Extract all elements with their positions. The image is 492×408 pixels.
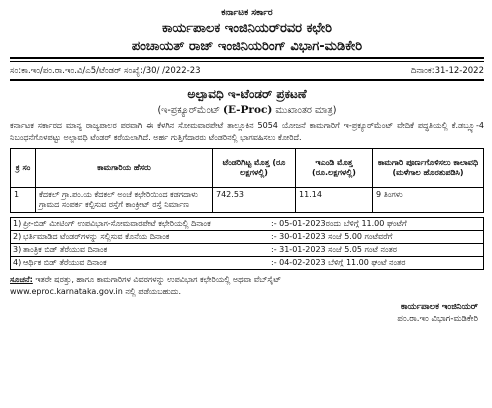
- department-heading: ಪಂಚಾಯತ್ ರಾಜ್ ಇಂಜಿನಿಯರಿಂಗ್ ವಿಭಾಗ-ಮಡಿಕೇರಿ: [131, 39, 363, 54]
- government-heading: ಕರ್ನಾಟಕ ಸರ್ಕಾರ: [221, 8, 273, 18]
- notice-note: [10, 274, 484, 298]
- cell-tender-amount: 742.53: [213, 188, 296, 213]
- schedule-value: :- 04-02-2023 ಬೆಳಿಗ್ಗೆ 11.00 ಘಂಟೆ ನಂತರ: [271, 258, 406, 267]
- header-tender-amount: ಟೆಂಡರಿಗಿಟ್ಟ ಮೊತ್ತ (ರೂ ಲಕ್ಷಗಳಲ್ಲಿ): [213, 149, 296, 188]
- reference-date: ದಿನಾಂಕ:31-12-2022: [410, 66, 484, 76]
- schedule-label: ಆರ್ಥಿಕ ಬಿಡ್ ತೆರೆಯುವ ದಿನಾಂಕ: [23, 258, 107, 267]
- header-period: ಕಾಮಗಾರಿ ಪೂರ್ಣಗೊಳಿಸಲು ಕಾಲಾವಧಿ (ಮಳೆಗಾಲ ಹೊರತುಪಡಿಸಿ): [373, 149, 484, 188]
- schedule-value: :- 30-01-2023 ಸಂಜೆ 5.00 ಗಂಟೆವರೆಗೆ: [271, 232, 393, 241]
- header-work-name: ಕಾಮಗಾರಿಯ ಹೆಸರು: [36, 149, 213, 188]
- cell-sl: 1: [11, 188, 36, 213]
- notice-subtitle: [10, 104, 484, 116]
- reference-row: [10, 66, 484, 76]
- header-sl: ಕ್ರ ಸಂ: [11, 149, 36, 188]
- works-table: [10, 148, 484, 213]
- schedule-row: [11, 244, 483, 257]
- signature-block: [10, 301, 484, 325]
- schedule-value: :- 31-01-2023 ಸಂಜೆ 5.05 ಗಂಟೆ ನಂತರ: [271, 245, 397, 254]
- reference-number: ಸಂ:ಕಾ.ಇಂ/ಪಂ.ರಾ.ಇಂ.ವಿ/ಎ5/ಟೆಂಡರ್ ಸಂಖ್ಯೆ:/30/ /2022-23: [10, 66, 201, 76]
- signature-office: ಪಂ.ರಾ.ಇಂ ವಿಭಾಗ-ಮಡಿಕೇರಿ: [397, 314, 478, 324]
- office-heading: ಕಾರ್ಯಪಾಲಕ ಇಂಜಿನಿಯರ್‌ರವರ ಕಛೇರಿ: [161, 21, 333, 36]
- schedule-label: ಪ್ರೀ-ಬಿಡ್ ಮೀಟಿಂಗ್ ಉಪವಿಭಾಗ-ಸೋಮವಾರಪೇಟೆ ಕಛೇರಿಯಲ್ಲಿ ದಿನಾಂಕ: [23, 219, 211, 228]
- schedule-num: 4): [13, 258, 22, 267]
- header-divider-thin: [10, 61, 484, 62]
- header-divider: [10, 57, 484, 59]
- cell-period: 9 ತಿಂಗಳು: [373, 188, 484, 213]
- schedule-box: [10, 217, 484, 270]
- subtitle-prefix: (ಇ-ಪ್ರಕ್ಯೂರ್‌ಮೆಂಟ್: [157, 105, 220, 116]
- notice-title: ಅಲ್ಪಾವಧಿ ಇ-ಟೆಂಡರ್ ಪ್ರಕಟಣೆ: [187, 87, 307, 101]
- schedule-row: [11, 257, 483, 269]
- header-emd: ಇಎಂಡಿ ಮೊತ್ತ (ರೂ.ಲಕ್ಷಗಳಲ್ಲಿ): [296, 149, 373, 188]
- cell-emd: 11.14: [296, 188, 373, 213]
- schedule-row: [11, 218, 483, 231]
- schedule-row: [11, 231, 483, 244]
- table-row: [11, 188, 484, 213]
- subtitle-suffix: ಮುಖಾಂತರ ಮಾತ್ರ): [275, 105, 337, 116]
- notice-intro: ಕರ್ನಾಟಕ ಸರ್ಕಾರದ ಮಾನ್ಯ ರಾಜ್ಯಪಾಲರ ಪರವಾಗಿ ಈ ಕೆಳಗಿನ ಸೋಮವಾರಪೇಟೆ ತಾಲ್ಲೂಕಿನ 5054 ಯೋಜನೆ ಕಾಮಗಾರಿಗೆ ಇ-ಪ್ರಕ್ಯೂರ್‌ಮೆಂಟ್ ವೇದಿಕೆ ಪದ್ಧತಿಯಲ್ಲಿ ಕೆ.ಡಬ್ಲ್ಯೂ-4 ನಿಬಂಧನೆಗೊಳಪಟ್ಟು ಅಲ್ಪಾವಧಿ ಟೆಂಡರ್ ಕರೆಯಲಾಗಿದೆ. ಅರ್ಹ ಗುತ್ತಿಗೆದಾರರು ಟೆಂಡರಿನಲ್ಲಿ ಭಾಗವಹಿಸಲು ಕೋರಿದೆ.: [10, 121, 484, 142]
- note-label: ಸೂಚನೆ:: [10, 275, 33, 284]
- note-website: www.eproc.karnataka.gov.in ನಲ್ಲಿ ಪಡೆಯಬಹುದು.: [10, 287, 181, 296]
- schedule-label: ತಾಂತ್ರಿಕ ಬಿಡ್ ತೆರೆಯುವ ದಿನಾಂಕ: [23, 245, 108, 254]
- reference-divider: [10, 79, 484, 81]
- works-table-header: [11, 149, 484, 188]
- note-text: ಇತರೇ ಷರತ್ತು, ಹಾಗೂ ಕಾಮಗಾರಿಗಳ ವಿವರಗಳನ್ನು ಉಪವಿಭಾಗ ಕಛೇರಿಯಲ್ಲಿ ಅಥವಾ ವೆಬ್‌ಸೈಟ್: [35, 275, 282, 284]
- schedule-num: 2): [13, 232, 22, 241]
- cell-work-name: ಕೆದಕಲ್ ಗ್ರಾ.ಪಂ.ಯ ಕೆದಕಲ್ ಅಂಚೆ ಕಛೇರಿಯಿಂದ ಕಡಗದಾಳು ಗ್ರಾಮದ ಸಂಪರ್ಕ ಕಲ್ಪಿಸುವ ರಸ್ತೆಗೆ ಕಾಂಕ್ರೀಟ್ ರಸ್ತೆ ನಿರ್ಮಾಣ: [36, 188, 213, 213]
- schedule-num: 3): [13, 245, 22, 254]
- schedule-num: 1): [13, 219, 22, 228]
- subtitle-eproc: (E-Proc): [223, 104, 273, 116]
- signature-title: ಕಾರ್ಯಪಾಲಕ ಇಂಜಿನಿಯರ್: [400, 302, 478, 312]
- schedule-value: :- 05-01-2023ರಂದು ಬೆಳಿಗ್ಗೆ 11.00 ಘಂಟೆಗೆ: [271, 219, 407, 228]
- schedule-label: ಭರ್ತಿಮಾಡಿದ ಟೆಂಡರ್‌ಗಳನ್ನು ಸಲ್ಲಿಸುವ ಕೊನೆಯ ದಿನಾಂಕ: [23, 232, 170, 241]
